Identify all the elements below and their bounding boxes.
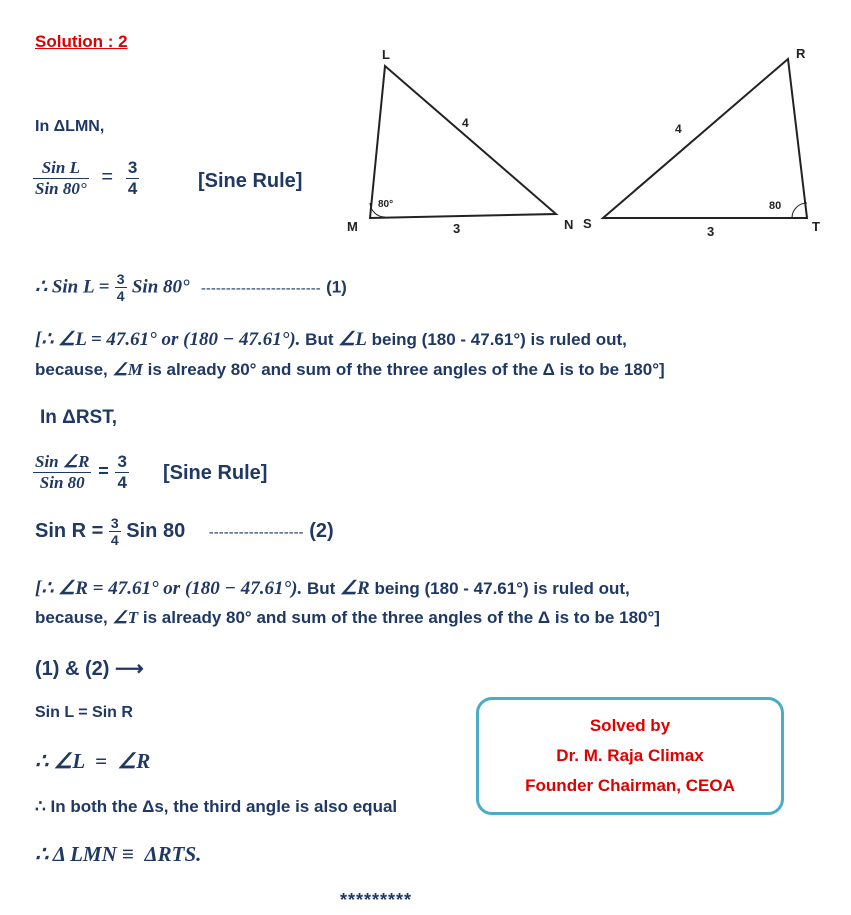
- sinR-suffix: Sin 80: [126, 519, 186, 542]
- sinR-equation: [35, 515, 334, 548]
- sine-rule-2-note: [Sine Rule]: [163, 462, 268, 484]
- angleM-symbol: ∠M: [112, 360, 143, 379]
- angle-m-label: 80°: [378, 199, 394, 210]
- in-lmn-line: In ΔLMN,: [35, 118, 105, 135]
- sinL-frac-den: 4: [116, 288, 125, 304]
- sinL-equals-sinR: Sin L = Sin R: [35, 704, 133, 721]
- sinR-fraction: [109, 515, 121, 548]
- sinL-dashes: ------------------------: [200, 279, 321, 297]
- sine-rule-1: [33, 158, 139, 199]
- vertex-s-label: S: [583, 216, 592, 231]
- in-rst-line: In ΔRST,: [40, 407, 117, 428]
- triangle-rst: [583, 46, 820, 239]
- vertex-r-label: R: [796, 46, 806, 61]
- end-stars: *********: [340, 890, 413, 910]
- sinL-frac-num: 3: [116, 271, 125, 287]
- sine-rule-2-ratio-den: 4: [117, 473, 127, 492]
- author-title: Founder Chairman, CEOA: [525, 776, 735, 795]
- sine-rule-1-num: Sin L: [41, 158, 80, 177]
- sinR-dashes: -------------------: [208, 523, 304, 541]
- solution-heading: Solution : 2: [35, 32, 128, 51]
- sine-rule-2-den: Sin 80: [33, 472, 91, 493]
- angleL-symbol: ∠L: [338, 329, 367, 350]
- side-rs-label: 4: [675, 122, 682, 136]
- author-name: Dr. M. Raja Climax: [556, 746, 704, 765]
- sine-rule-1-eq: =: [101, 165, 114, 188]
- triangles-diagram: [340, 40, 840, 245]
- solved-by-box: [476, 697, 784, 815]
- angleR-symbol: ∠R: [340, 578, 370, 599]
- angleL-but: But: [305, 330, 334, 349]
- side-st-label: 3: [707, 224, 715, 239]
- sine-rule-2-ratio-num: 3: [117, 452, 127, 471]
- sine-rule-1-ratio-num: 3: [127, 158, 138, 177]
- sine-rule-1-den: Sin 80°: [35, 179, 87, 198]
- solved-by-line: Solved by: [589, 716, 671, 735]
- angleR-because: because,: [35, 608, 108, 627]
- angleR-line-1: [35, 577, 630, 600]
- sinL-fraction: [115, 271, 127, 304]
- sinL-suffix: Sin 80°: [131, 276, 190, 298]
- angleL-line-1: [35, 328, 627, 351]
- angle-t-label: 80: [769, 200, 782, 212]
- sine-rule-1-note: [Sine Rule]: [198, 170, 303, 192]
- angleR-statement: [∴ ∠R = 47.61° or (180 − 47.61°).: [35, 578, 303, 599]
- angleL-because: because,: [35, 360, 108, 379]
- equation-1-tag: (1): [326, 277, 347, 297]
- sinR-frac-num: 3: [110, 515, 119, 531]
- sinR-prefix: Sin R =: [35, 519, 104, 542]
- sinL-equation: [35, 271, 347, 304]
- equation-2-tag: (2): [309, 519, 334, 542]
- sine-rule-2-fraction: [33, 452, 91, 493]
- sine-rule-2-eq: =: [98, 460, 109, 481]
- vertex-n-label: N: [564, 217, 574, 232]
- sinL-prefix: ∴ Sin L =: [35, 276, 110, 298]
- angle-equality: ∴ ∠L = ∠R: [35, 749, 151, 773]
- congruence-line: ∴ Δ LMN ≡ ΔRTS.: [35, 842, 202, 866]
- angleL-line-2: [35, 360, 665, 380]
- angleR-line-2: [35, 608, 660, 628]
- third-angle-line: ∴ In both the Δs, the third angle is also equal: [35, 797, 398, 816]
- vertex-m-label: M: [347, 219, 358, 234]
- sine-rule-2: [33, 452, 129, 493]
- vertex-t-label: T: [812, 219, 820, 234]
- angleT-symbol: ∠T: [112, 608, 139, 627]
- sine-rule-1-ratio-den: 4: [127, 179, 138, 198]
- sine-rule-1-fraction: [33, 158, 89, 199]
- triangle-lmn: [347, 47, 573, 236]
- side-ln-label: 4: [462, 116, 469, 130]
- angleR-ruled-out: being (180 - 47.61°) is ruled out,: [374, 579, 630, 598]
- sine-rule-2-ratio: [115, 452, 128, 493]
- angleR-but: But: [306, 579, 336, 598]
- angleL-ruled-out: being (180 - 47.61°) is ruled out,: [371, 330, 627, 349]
- combine-line: (1) & (2) ⟶: [35, 658, 144, 680]
- angleL-reason: is already 80° and sum of the three angles of the Δ is to be 180°]: [147, 360, 665, 379]
- sinR-frac-den: 4: [110, 532, 119, 548]
- angleL-statement: [∴ ∠L = 47.61° or (180 − 47.61°).: [35, 329, 301, 350]
- sine-rule-1-ratio: [126, 158, 139, 199]
- sine-rule-2-num: Sin ∠R: [35, 452, 90, 471]
- vertex-l-label: L: [382, 47, 390, 62]
- side-mn-label: 3: [453, 221, 461, 236]
- angleR-reason: is already 80° and sum of the three angles of the Δ is to be 180°]: [142, 608, 660, 627]
